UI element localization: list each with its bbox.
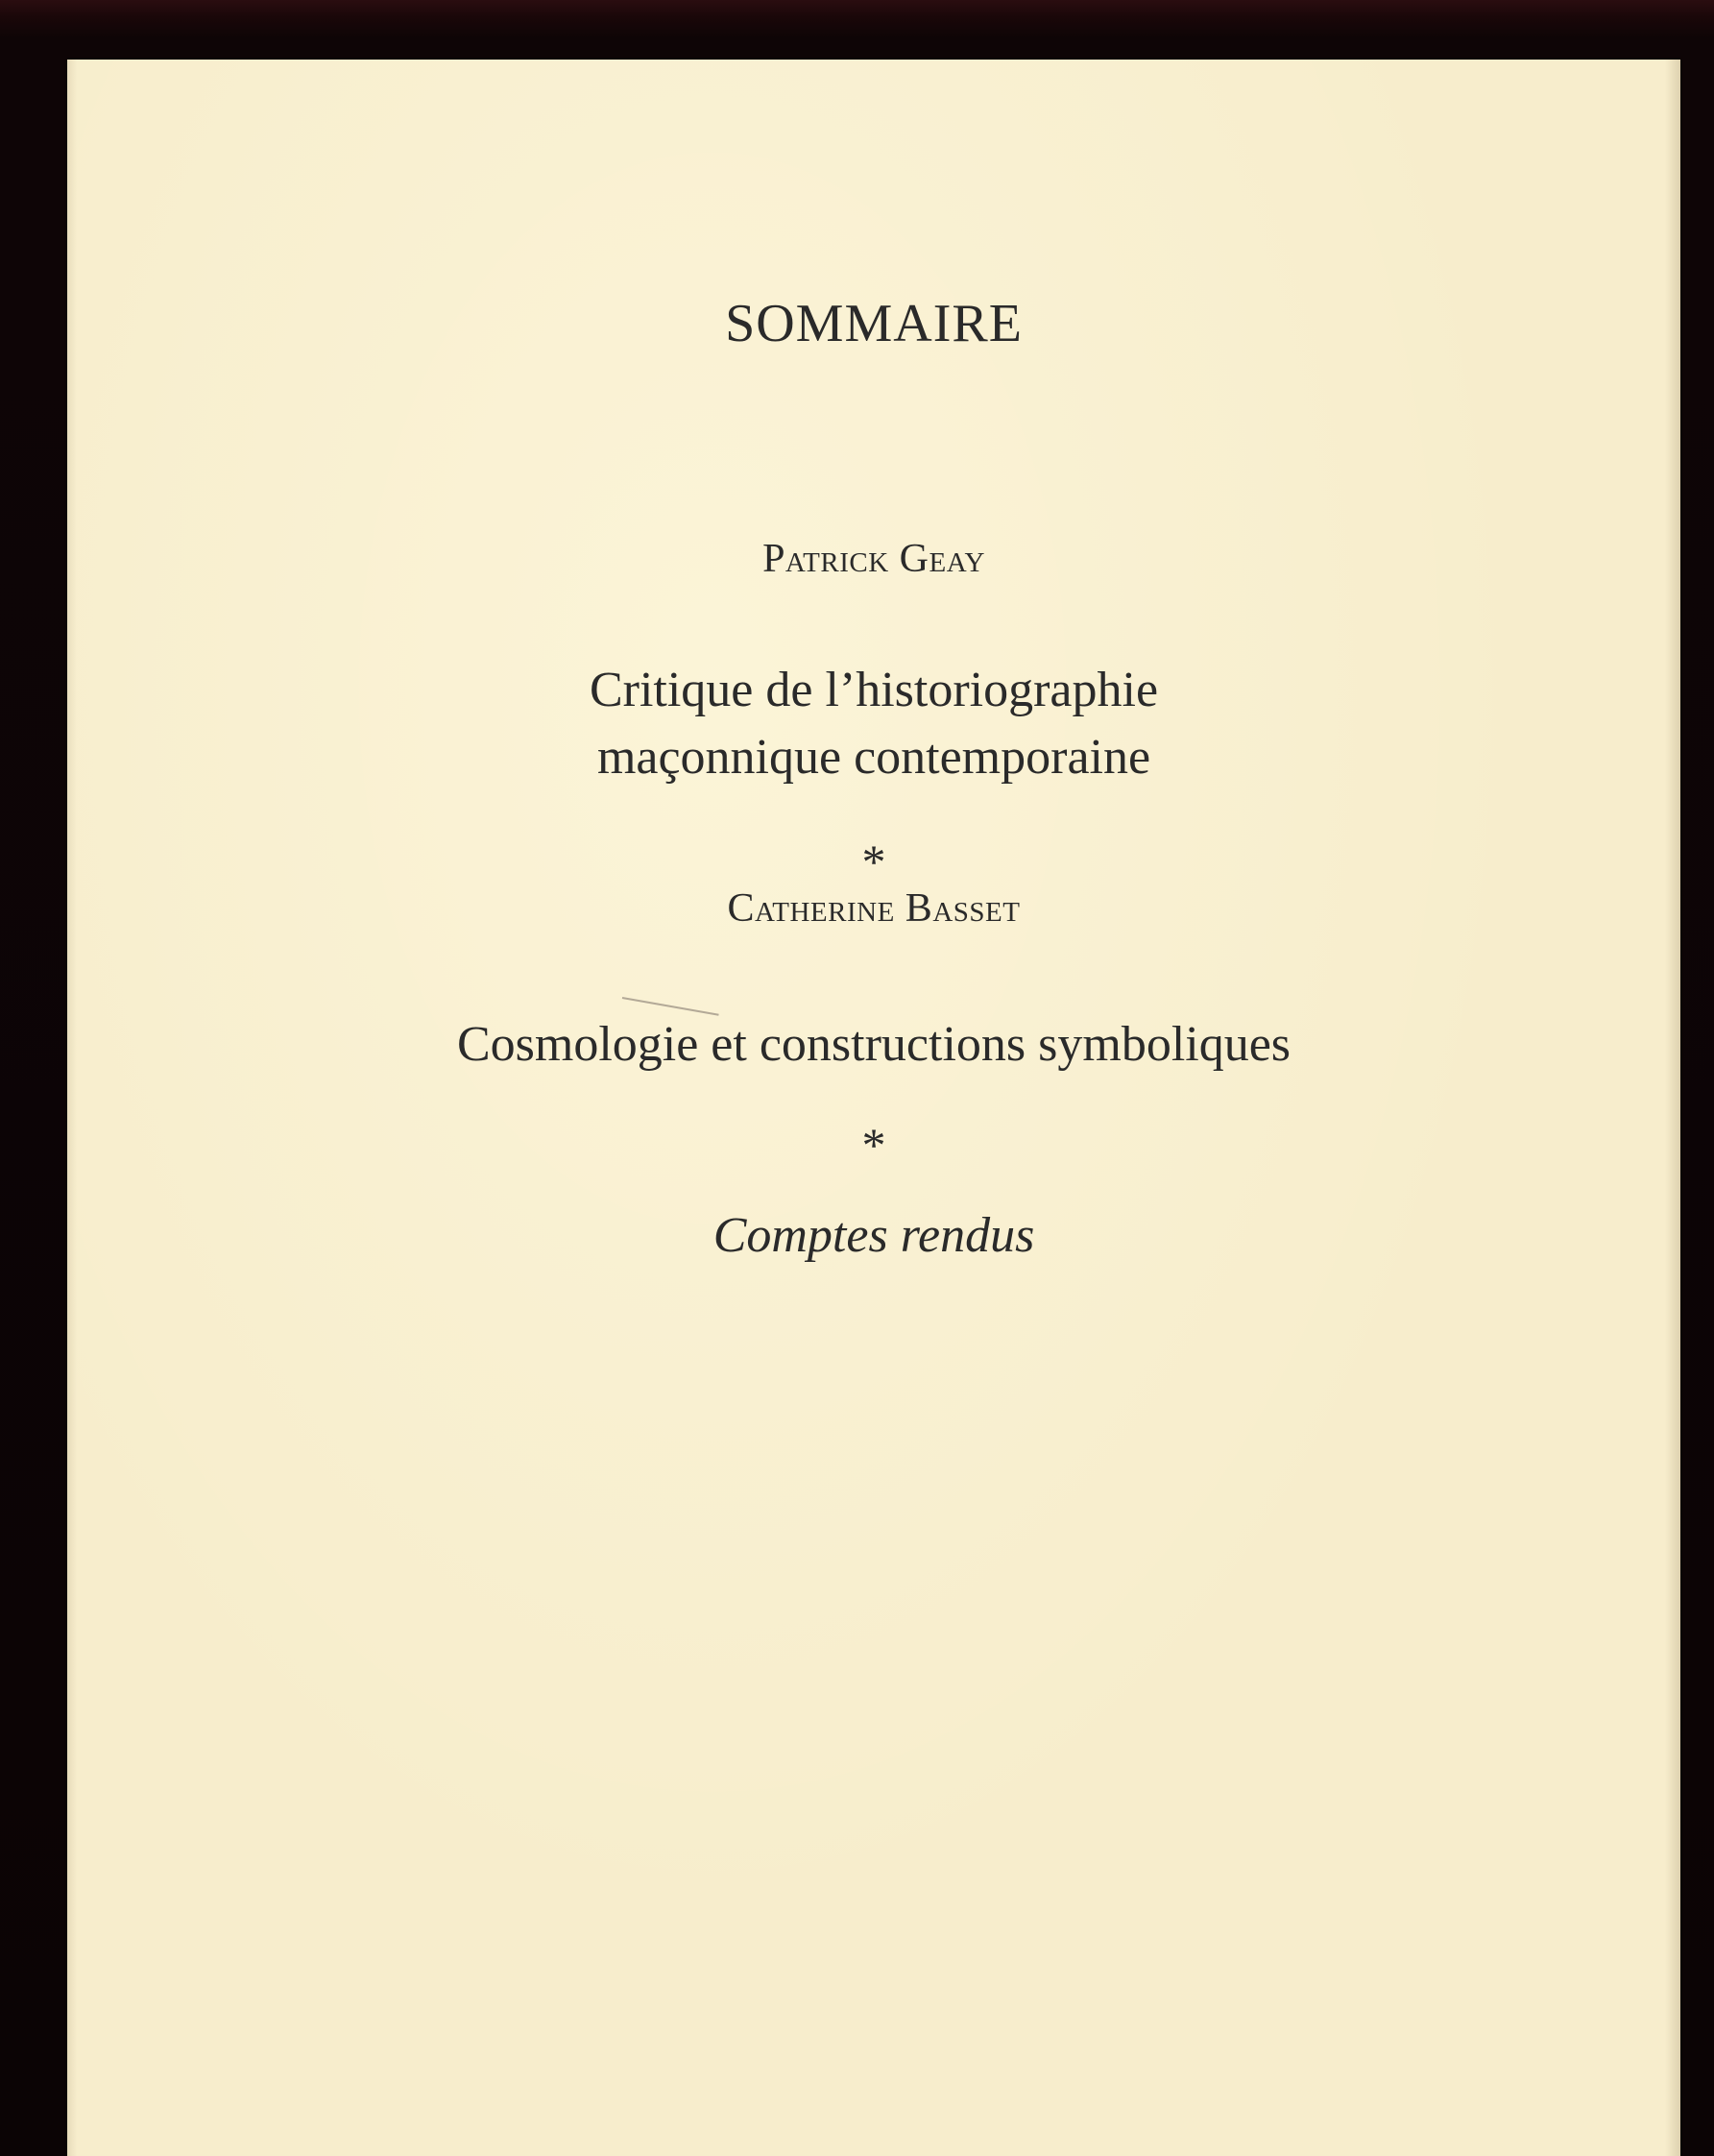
separator-asterisk-1: * — [861, 835, 886, 888]
entry-1-title-line-1: Critique de l’historiographie — [589, 663, 1159, 717]
entry-2-title-line-1: Cosmologie et constructions symboliques — [456, 1017, 1292, 1072]
book-page — [67, 60, 1680, 2156]
separator-asterisk-2: * — [861, 1118, 886, 1172]
reviews-section-label: Comptes rendus — [712, 1208, 1035, 1263]
page-heading: SOMMAIRE — [725, 294, 1023, 353]
entry-1-title-line-2: maçonnique contemporaine — [596, 730, 1151, 785]
entry-1-author: Patrick Geay — [762, 537, 985, 581]
entry-2-author: Catherine Basset — [727, 886, 1021, 931]
